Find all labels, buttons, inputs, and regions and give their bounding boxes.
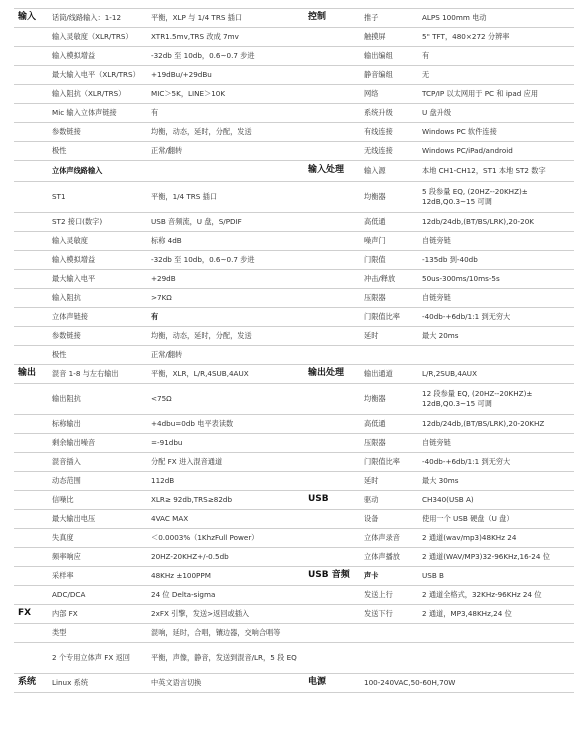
spec-value: 112dB [147,472,304,491]
spec-label: 声卡 [360,567,418,586]
spec-label: 内部 FX [48,605,147,624]
spec-row [14,365,574,384]
spec-label [360,346,418,365]
section-heading [14,251,48,270]
spec-value: -32db 至 10db，0.6~0.7 步进 [147,47,304,66]
spec-value: =-91dbu [147,434,304,453]
spec-value: L/R,2SUB,4AUX [418,365,574,384]
spec-row [14,415,574,434]
spec-row [14,66,574,85]
section-heading [14,415,48,434]
section-heading [14,270,48,289]
section-heading [304,28,360,47]
spec-label: 输入模拟增益 [48,47,147,66]
section-heading [304,605,360,624]
section-heading: 输出 [14,365,48,384]
section-heading [14,308,48,327]
section-heading [14,104,48,123]
spec-row [14,47,574,66]
section-heading [14,161,48,182]
section-heading [304,182,360,213]
section-heading [304,415,360,434]
section-heading: 输入处理 [304,161,360,182]
spec-label: 输入灵敏度（XLR/TRS） [48,28,147,47]
spec-value: -40db-+6db/1:1 到无穷大 [418,308,574,327]
spec-row [14,567,574,586]
spec-value: <75Ω [147,384,304,415]
spec-label: 延时 [360,472,418,491]
spec-row [14,270,574,289]
spec-label: 门限值 [360,251,418,270]
spec-label: 参数链接 [48,327,147,346]
spec-label: 输出阻抗 [48,384,147,415]
spec-label [360,643,418,674]
section-heading [304,213,360,232]
spec-row [14,472,574,491]
spec-value: 2 通道(WAV/MP3)32-96KHz,16-24 位 [418,548,574,567]
spec-label: 最大输出电压 [48,510,147,529]
spec-row [14,586,574,605]
spec-label: 极性 [48,142,147,161]
spec-row [14,161,574,182]
spec-label: 失真度 [48,529,147,548]
spec-label: 发送上行 [360,586,418,605]
spec-label: 压限器 [360,434,418,453]
section-heading [304,510,360,529]
spec-label [360,624,418,643]
spec-label: 压限器 [360,289,418,308]
section-heading [14,182,48,213]
spec-value: 5" TFT，480×272 分辨率 [418,28,574,47]
spec-row [14,605,574,624]
section-heading: FX [14,605,48,624]
spec-value: 20HZ-20KHZ+/-0.5db [147,548,304,567]
section-heading [14,346,48,365]
spec-value [418,346,574,365]
section-heading [14,453,48,472]
spec-label: 最大输入电平 [48,270,147,289]
spec-row [14,251,574,270]
section-heading [14,213,48,232]
spec-value: 混响，延时，合唱，镶边器，交响合唱等 [147,624,304,643]
section-heading [14,434,48,453]
spec-value: XLR≥ 92db,TRS≥82db [147,491,304,510]
spec-label: 噪声门 [360,232,418,251]
section-heading [14,567,48,586]
section-heading [14,142,48,161]
section-heading [304,548,360,567]
section-heading [304,251,360,270]
section-heading [14,232,48,251]
spec-label: 频率响应 [48,548,147,567]
spec-label: 发送下行 [360,605,418,624]
spec-row [14,213,574,232]
spec-label: ST2 接口(数字) [48,213,147,232]
spec-label: 均衡器 [360,182,418,213]
spec-value: 分配 FX 进入混音通道 [147,453,304,472]
spec-label: 2 个专用立体声 FX 返回 [48,643,147,674]
spec-value: 平衡，1/4 TRS 插口 [147,182,304,213]
spec-value: +19dBu/+29dBu [147,66,304,85]
spec-value: 有 [147,308,304,327]
section-heading [14,491,48,510]
spec-value: 自链旁链 [418,289,574,308]
spec-row [14,182,574,213]
section-heading [14,66,48,85]
section-heading [304,624,360,643]
section-heading: USB 音频 [304,567,360,586]
spec-value: 2 通道，MP3,48KHz,24 位 [418,605,574,624]
spec-value: ＜0.0003%（1KhzFull Power） [147,529,304,548]
spec-row [14,308,574,327]
section-heading: 系统 [14,674,48,693]
section-heading [304,434,360,453]
spec-row [14,289,574,308]
spec-value: 4VAC MAX [147,510,304,529]
section-heading [14,624,48,643]
spec-label: Mic 输入立体声链接 [48,104,147,123]
spec-label: 设备 [360,510,418,529]
spec-value [147,161,304,182]
spec-label: 类型 [48,624,147,643]
spec-label: 动态范围 [48,472,147,491]
section-heading [14,643,48,674]
section-heading [14,510,48,529]
spec-value: USB 音频流，U 盘，S/PDIF [147,213,304,232]
spec-row [14,142,574,161]
spec-value: 使用一个 USB 硬盘（U 盘） [418,510,574,529]
spec-row [14,232,574,251]
spec-value: 50us-300ms/10ms-5s [418,270,574,289]
spec-value: 平衡，XLP 与 1/4 TRS 插口 [147,9,304,28]
spec-value: 最大 20ms [418,327,574,346]
section-heading [304,308,360,327]
section-heading [14,327,48,346]
spec-row [14,624,574,643]
section-heading [14,548,48,567]
spec-row [14,453,574,472]
spec-value: 无 [418,66,574,85]
section-heading [14,47,48,66]
spec-row [14,643,574,674]
spec-value: 平衡，声像，静音，发送到混音/LR，5 段 EQ [147,643,304,674]
spec-label: 输入源 [360,161,418,182]
section-heading: 电源 [304,674,360,693]
spec-value [418,624,574,643]
spec-label: 门限值比率 [360,308,418,327]
spec-label: 冲击/释放 [360,270,418,289]
spec-value: 100-240VAC,50-60H,70W [360,674,574,693]
spec-label: 立体声播放 [360,548,418,567]
spec-value: 正常/翻转 [147,142,304,161]
section-heading: USB [304,491,360,510]
spec-row [14,85,574,104]
section-heading [304,327,360,346]
spec-value: 正常/翻转 [147,346,304,365]
section-heading [304,289,360,308]
spec-label: ST1 [48,182,147,213]
spec-label: 立体声录音 [360,529,418,548]
section-heading [14,28,48,47]
spec-label: 标称输出 [48,415,147,434]
spec-label: ADC/DCA [48,586,147,605]
spec-row [14,510,574,529]
spec-label: 静音编组 [360,66,418,85]
spec-value: 12 段参量 EQ, (20HZ--20KHZ)± 12dB,Q0.3~15 可调 [418,384,574,415]
section-heading [304,384,360,415]
spec-label: 触摸屏 [360,28,418,47]
spec-row [14,491,574,510]
section-heading [304,529,360,548]
spec-value: XTR1.5mv,TRS 改成 7mv [147,28,304,47]
section-heading [304,104,360,123]
section-heading [304,66,360,85]
section-heading [304,232,360,251]
spec-label: 混音 1-8 与左右输出 [48,365,147,384]
spec-label: 剩余输出噪音 [48,434,147,453]
spec-label: 推子 [360,9,418,28]
section-heading [304,85,360,104]
section-heading [14,384,48,415]
spec-row [14,28,574,47]
spec-value: 48KHz ±100PPM [147,567,304,586]
section-heading [14,123,48,142]
spec-value: U 盘升级 [418,104,574,123]
section-heading [14,289,48,308]
spec-label: 输入灵敏度 [48,232,147,251]
spec-row [14,9,574,28]
spec-row [14,104,574,123]
spec-label: Linux 系统 [48,674,147,693]
section-heading: 输入 [14,9,48,28]
spec-label: 系统升级 [360,104,418,123]
spec-value: Windows PC/iPad/android [418,142,574,161]
spec-value: 24 位 Delta-sigma [147,586,304,605]
spec-label: 门限值比率 [360,453,418,472]
spec-row [14,346,574,365]
spec-label: 高低通 [360,213,418,232]
section-heading [304,472,360,491]
section-heading [304,346,360,365]
spec-value: 本地 CH1-CH12，ST1 本地 ST2 数字 [418,161,574,182]
section-heading [304,586,360,605]
spec-value: 2 通道全格式，32KHz-96KHz 24 位 [418,586,574,605]
spec-value: -32db 至 10db，0.6~0.7 步进 [147,251,304,270]
spec-label: 有线连接 [360,123,418,142]
spec-value: -135db 到-40db [418,251,574,270]
spec-label: 输入阻抗（XLR/TRS） [48,85,147,104]
spec-label: 最大输入电平（XLR/TRS） [48,66,147,85]
spec-row [14,548,574,567]
spec-value: 均衡，动态，延时，分配，发送 [147,327,304,346]
spec-label: 驱动 [360,491,418,510]
section-heading: 控制 [304,9,360,28]
section-heading [304,643,360,674]
spec-value: TCP/IP 以太网用于 PC 和 ipad 应用 [418,85,574,104]
spec-value: 均衡，动态，延时，分配，发送 [147,123,304,142]
spec-value: +29dB [147,270,304,289]
spec-label: 参数链接 [48,123,147,142]
spec-label: 输出编组 [360,47,418,66]
section-heading [14,85,48,104]
spec-label: 输入阻抗 [48,289,147,308]
spec-label: 混音插入 [48,453,147,472]
spec-value: 5 段参量 EQ, (20HZ--20KHZ)± 12dB,Q0.3~15 可调 [418,182,574,213]
spec-value: 标称 4dB [147,232,304,251]
spec-value: 平衡，XLR，L/R,4SUB,4AUX [147,365,304,384]
spec-value: 有 [147,104,304,123]
spec-value: 自链旁链 [418,434,574,453]
spec-value: 自链旁链 [418,232,574,251]
spec-value: 12db/24db,(BT/BS/LRK),20-20KHZ [418,415,574,434]
spec-label: 网络 [360,85,418,104]
spec-label: 均衡器 [360,384,418,415]
spec-label: 输出通道 [360,365,418,384]
spec-value: 中英文语言切换 [147,674,304,693]
spec-label: 信噪比 [48,491,147,510]
spec-label: 输入模拟增益 [48,251,147,270]
spec-value: MIC＞5K，LINE＞10K [147,85,304,104]
spec-table-body [14,9,574,693]
section-heading [304,270,360,289]
spec-value: Windows PC 软件连接 [418,123,574,142]
spec-row [14,529,574,548]
spec-label: 极性 [48,346,147,365]
spec-value: 12db/24db,(BT/BS/LRK),20-20K [418,213,574,232]
section-heading [304,123,360,142]
spec-row [14,123,574,142]
spec-value: >7KΩ [147,289,304,308]
spec-value: CH340(USB A) [418,491,574,510]
section-heading [14,586,48,605]
spec-label: 延时 [360,327,418,346]
spec-value: +4dbu=0db 电平表读数 [147,415,304,434]
section-heading [304,142,360,161]
spec-row [14,674,574,693]
section-heading [14,472,48,491]
section-heading: 输出处理 [304,365,360,384]
spec-value: -40db-+6db/1:1 到无穷大 [418,453,574,472]
section-heading [304,47,360,66]
spec-value: 2xFX 引擎，发送>返回或插入 [147,605,304,624]
spec-value: 最大 30ms [418,472,574,491]
spec-row [14,434,574,453]
spec-value: ALPS 100mm 电动 [418,9,574,28]
spec-label: 话筒/线路输入：1-12 [48,9,147,28]
spec-label: 采样率 [48,567,147,586]
spec-label: 立体声链接 [48,308,147,327]
section-heading [304,453,360,472]
spec-row [14,384,574,415]
spec-label: 立体声线路输入 [48,161,147,182]
spec-sheet [14,8,574,742]
spec-value: USB B [418,567,574,586]
spec-value: 2 通道(wav/mp3)48KHz 24 [418,529,574,548]
section-heading [14,529,48,548]
spec-row [14,327,574,346]
spec-table [14,8,574,693]
spec-label: 无线连接 [360,142,418,161]
spec-label: 高低通 [360,415,418,434]
spec-value: 有 [418,47,574,66]
spec-value [418,643,574,674]
